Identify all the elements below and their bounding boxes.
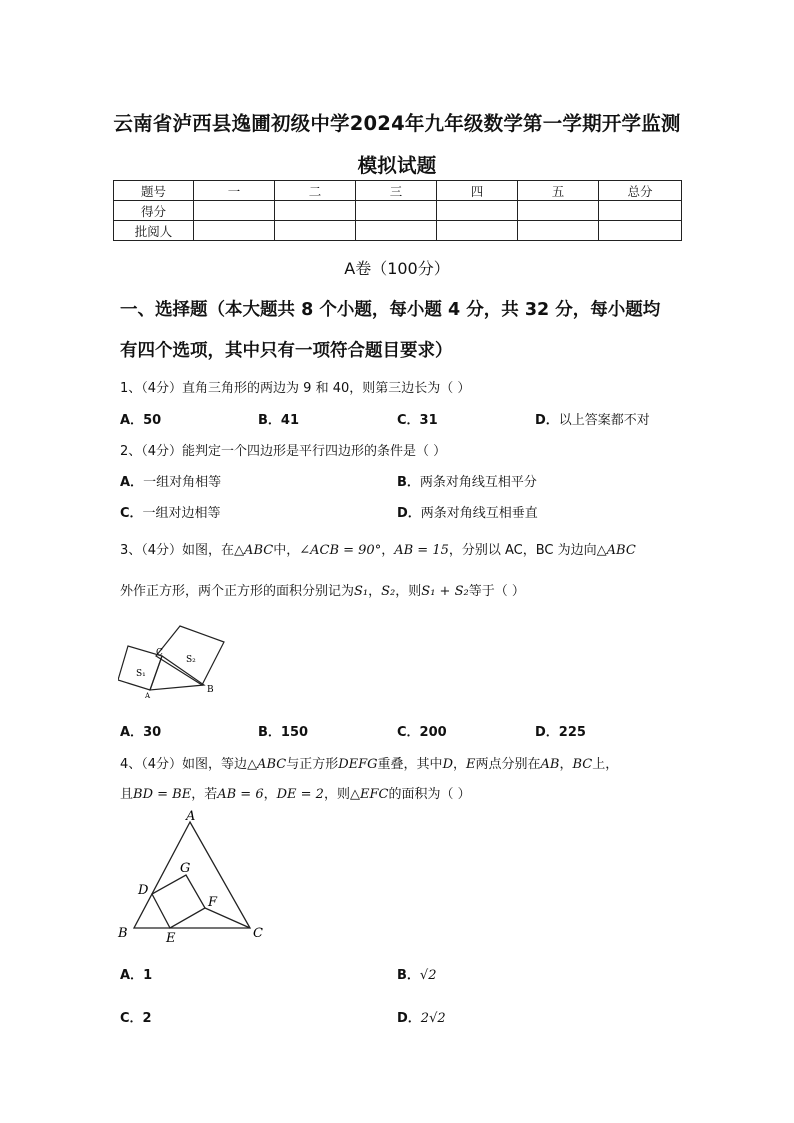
score-cell[interactable] bbox=[194, 201, 275, 221]
option-a[interactable]: A．30 bbox=[120, 725, 162, 740]
q3-figure bbox=[118, 622, 228, 700]
label-a: A bbox=[145, 692, 151, 700]
table-header-cell: 总分 bbox=[599, 181, 682, 201]
reviewer-cell[interactable] bbox=[275, 221, 356, 241]
table-header-cell: 三 bbox=[356, 181, 437, 201]
question-3-line2: 外作正方形，两个正方形的面积分别记为S₁，S₂，则S₁ + S₂等于（ ） bbox=[120, 584, 525, 599]
option-c[interactable]: C．2 bbox=[120, 1011, 152, 1026]
table-header-cell: 题号 bbox=[114, 181, 194, 201]
label-b: B bbox=[207, 685, 214, 695]
table-row-label: 得分 bbox=[114, 201, 194, 221]
triangle-abc bbox=[134, 822, 250, 928]
option-d[interactable]: D．2√2 bbox=[397, 1011, 446, 1026]
score-table bbox=[113, 180, 682, 241]
section-heading-line2: 有四个选项，其中只有一项符合题目要求） bbox=[120, 341, 453, 361]
score-cell[interactable] bbox=[356, 201, 437, 221]
table-header-cell: 五 bbox=[518, 181, 599, 201]
question-1 bbox=[120, 377, 470, 396]
option-b[interactable]: B．√2 bbox=[397, 968, 437, 983]
label-a: A bbox=[186, 809, 196, 824]
question-number: 2、（4分） bbox=[120, 444, 183, 459]
label-b: B bbox=[118, 926, 128, 941]
score-cell[interactable] bbox=[518, 201, 599, 221]
table-row bbox=[114, 201, 682, 221]
reviewer-cell[interactable] bbox=[599, 221, 682, 241]
table-header-cell: 二 bbox=[275, 181, 356, 201]
question-number: 1、（4分） bbox=[120, 381, 183, 396]
question-4-line2: 且BD = BE，若AB = 6，DE = 2，则△EFC的面积为（ ） bbox=[120, 787, 471, 802]
label-c: C bbox=[156, 648, 163, 658]
label-e: E bbox=[166, 931, 176, 946]
label-f: F bbox=[208, 895, 218, 910]
score-cell[interactable] bbox=[437, 201, 518, 221]
question-4: 4、（4分）如图，等边△ABC与正方形DEFG重叠，其中D，E两点分别在AB，BC上， bbox=[120, 757, 619, 772]
segment-fc bbox=[205, 908, 250, 928]
page-title: 云南省泸西县逸圃初级中学2024年九年级数学第一学期开学监测 bbox=[113, 112, 681, 135]
question-text: 直角三角形的两边为 9 和 40，则第三边长为（ ） bbox=[182, 381, 471, 396]
option-c[interactable]: C．一组对边相等 bbox=[120, 506, 221, 521]
option-d[interactable]: D．以上答案都不对 bbox=[535, 413, 650, 428]
square-defg bbox=[152, 875, 205, 928]
page-title-line2: 模拟试题 bbox=[357, 154, 437, 177]
option-c[interactable]: C．31 bbox=[397, 413, 438, 428]
score-cell[interactable] bbox=[275, 201, 356, 221]
question-2 bbox=[120, 440, 446, 459]
reviewer-cell[interactable] bbox=[518, 221, 599, 241]
option-a[interactable]: A．1 bbox=[120, 968, 153, 983]
table-row-label: 批阅人 bbox=[114, 221, 194, 241]
reviewer-cell[interactable] bbox=[437, 221, 518, 241]
label-g: G bbox=[180, 861, 191, 876]
option-b[interactable]: B．两条对角线互相平分 bbox=[397, 475, 537, 490]
triangle-abc bbox=[150, 656, 204, 690]
option-d[interactable]: D．两条对角线互相垂直 bbox=[397, 506, 538, 521]
label-c: C bbox=[253, 926, 263, 941]
score-cell[interactable] bbox=[599, 201, 682, 221]
label-d: D bbox=[138, 883, 149, 898]
option-a[interactable]: A．一组对角相等 bbox=[120, 475, 222, 490]
option-a[interactable]: A．50 bbox=[120, 413, 162, 428]
question-number: 3、（4分） bbox=[120, 543, 183, 558]
question-number: 4、（4分） bbox=[120, 757, 183, 772]
question-text: 能判定一个四边形是平行四边形的条件是（ ） bbox=[182, 444, 447, 459]
option-c[interactable]: C．200 bbox=[397, 725, 447, 740]
option-b[interactable]: B．150 bbox=[258, 725, 309, 740]
table-header-cell: 四 bbox=[437, 181, 518, 201]
q4-figure bbox=[112, 808, 274, 948]
table-row bbox=[114, 221, 682, 241]
section-heading-line1: 一、选择题（本大题共 8 个小题，每小题 4 分，共 32 分，每小题均 bbox=[120, 300, 661, 320]
question-3: 3、（4分）如图，在△ABC中，∠ACB = 90°，AB = 15，分别以 AC，BC 为边向△ABC bbox=[120, 543, 636, 558]
label-s2: S₂ bbox=[186, 655, 196, 665]
option-b[interactable]: B．41 bbox=[258, 413, 300, 428]
table-header-cell: 一 bbox=[194, 181, 275, 201]
reviewer-cell[interactable] bbox=[194, 221, 275, 241]
score-table-header-row bbox=[114, 181, 682, 201]
label-s1: S₁ bbox=[136, 669, 146, 679]
option-d[interactable]: D．225 bbox=[535, 725, 586, 740]
volume-heading: A卷（100分） bbox=[344, 259, 450, 278]
reviewer-cell[interactable] bbox=[356, 221, 437, 241]
